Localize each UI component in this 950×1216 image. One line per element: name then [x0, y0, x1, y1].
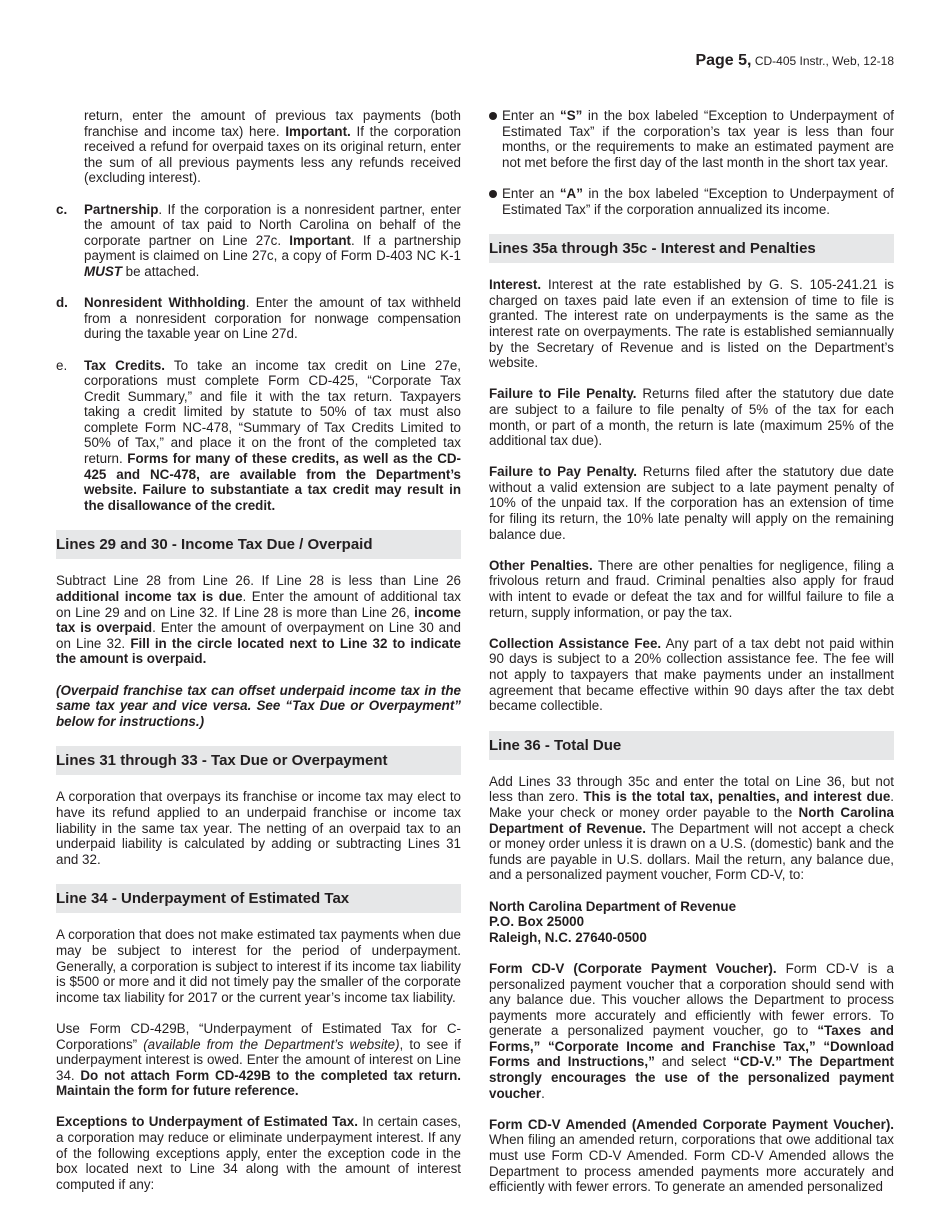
right-column — [489, 108, 894, 1195]
bullet-exception-a: Enter an “A” in the box labeled “Exception to Underpayment of Estimated Tax” if the corporation annualized its income. — [489, 186, 894, 217]
paragraph-failure-to-file: Failure to File Penalty. Returns filed after the statutory due date are subject to a failure to file penalty of 5% of the tax for each month, or part of a month, the return is late (maximum 25% of the additional tax due). — [489, 386, 894, 449]
left-column — [56, 108, 461, 1192]
continued-paragraph: return, enter the amount of previous tax payments (both franchise and income tax) here. Important. If the corporation received a refund for overpaid taxes on its original return, enter the sum of all previous payments less any refunds received (excluding interest). — [84, 108, 461, 186]
item-marker: c. — [56, 201, 68, 217]
section-heading-lines-35a-35c: Lines 35a through 35c - Interest and Penalties — [489, 234, 894, 263]
item-d-nonresident-withholding: d. Nonresident Withholding. Enter the amount of tax withheld from a nonresident corporation for nonwage compensation during the taxable year on Line 27d. — [56, 295, 461, 342]
bullet-exception-s: Enter an “S” in the box labeled “Exception to Underpayment of Estimated Tax” if the corporation’s tax year is less than four months, or the requirements to make an estimated payment are not met before the first day of the last month in the short tax year. — [489, 108, 894, 170]
note-overpaid-franchise: (Overpaid franchise tax can offset underpaid income tax in the same tax year and vice versa. See “Tax Due or Overpayment” below for instructions.) — [56, 682, 461, 729]
paragraph: A corporation that overpays its franchise or income tax may elect to have its refund applied to an underpaid franchise or income tax liability in the same tax year. The netting of an overpaid tax to an underpaid liability is calculated by adding or subtracting Lines 31 and 32. — [56, 789, 461, 867]
paragraph-total-due: Add Lines 33 through 35c and enter the total on Line 36, but not less than zero. This is the total tax, penalties, and interest due. Make your check or money order payable to the North Carolina Department of Revenue. The Department will not accept a check or money order unless it is drawn on a U.S. (domestic) bank and the funds are payable in U.S. dollars. Mail the return, any balance due, and a personalized payment voucher, Form CD-V, to: — [489, 773, 894, 883]
paragraph-failure-to-pay: Failure to Pay Penalty. Returns filed after the statutory due date without a valid extension are subject to a late payment penalty of 10% of the unpaid tax. If the corporation has an extension of time for filing its return, the 10% late penalty will apply on the remaining balance due. — [489, 464, 894, 542]
paragraph-interest: Interest. Interest at the rate established by G. S. 105-241.21 is charged on taxes paid late even if an extension of time to file is granted. The interest rate on underpayments is the same as the interest rate on overpayments. The rate is established semiannually by the Secretary of Revenue and is listed on the Department’s website. — [489, 277, 894, 371]
paragraph-form-cd-v-amended: Form CD-V Amended (Amended Corporate Payment Voucher). When filing an amended return, corporations that owe additional tax must use Form CD-V Amended. Form CD-V Amended allows the Department to process amended payments more accurately and efficiently with fewer errors. To generate an amended personalized — [489, 1116, 894, 1195]
item-marker: d. — [56, 295, 68, 311]
section-heading-line-34: Line 34 - Underpayment of Estimated Tax — [56, 884, 461, 913]
section-heading-lines-31-33: Lines 31 through 33 - Tax Due or Overpayment — [56, 746, 461, 775]
item-e-tax-credits: e. Tax Credits. To take an income tax credit on Line 27e, corporations must complete Form CD-425, “Corporate Tax Credit Summary,” and file it with the tax return. Taxpayers taking a credit limited by statute to 50% of tax must also complete Form NC-478, “Summary of Tax Credits Limited to 50% of Tax,” and place it on the front of the completed tax return. Forms for many of these credits, as well as the CD-425 and NC-478, are available from the Department’s website. Failure to substantiate a tax credit may result in the disallowance of the credit. — [56, 357, 462, 513]
item-c-partnership: c. Partnership. If the corporation is a nonresident partner, enter the amount of tax paid to North Carolina on behalf of the corporate partner on Line 27c. Important. If a partnership payment is claimed on Line 27c, a copy of Form D-403 NC K-1 MUST be attached. — [56, 201, 462, 279]
paragraph-form-cd-v: Form CD-V (Corporate Payment Voucher). Form CD-V is a personalized payment voucher that a corporation should send with any balance due. This voucher allows the Department to process payments more accurately and efficiently with fewer errors. To generate a personalized payment voucher, go to “Taxes and Forms,” “Corporate Income and Franchise Tax,” “Download Forms and Instructions,” and select “CD-V.” The Department strongly encourages the use of the personalized payment voucher. — [489, 960, 894, 1101]
paragraph: Use Form CD-429B, “Underpayment of Estimated Tax for C-Corporations” (available from the Department’s website), to see if underpayment interest is owed. Enter the amount of interest on Line 34. Do not attach Form CD-429B to the completed tax return. Maintain the form for future reference. — [56, 1020, 461, 1099]
bullet-icon — [489, 190, 497, 198]
page-header — [695, 53, 894, 70]
paragraph-other-penalties: Other Penalties. There are other penalties for negligence, filing a frivolous return and fraud. Criminal penalties also apply for fraud with intent to evade or defeat the tax and for willful failure to file a return, supply information, or pay the tax. — [489, 557, 894, 620]
paragraph-collection-fee: Collection Assistance Fee. Any part of a tax debt not paid within 90 days is subject to a 20% collection assistance fee. The fee will not apply to taxpayers that make payments under an installment agreement that became effective within 90 days after the tax debt became collectible. — [489, 635, 894, 714]
page-number: Page 5, — [695, 52, 752, 69]
form-reference: CD-405 Instr., Web, 12-18 — [754, 54, 894, 68]
bullet-icon — [489, 112, 497, 120]
paragraph: Subtract Line 28 from Line 26. If Line 28 is less than Line 26 additional income tax is due. Enter the amount of additional tax on Line 29 and on Line 32. If Line 28 is more than Line 26, income tax is overpaid. Enter the amount of overpayment on Line 30 and on Line 32. Fill in the circle located next to Line 32 to indicate the amount is overpaid. — [56, 573, 462, 667]
mailing-address: North Carolina Department of Revenue P.O. Box 25000 Raleigh, N.C. 27640-0500 — [489, 898, 737, 945]
section-heading-lines-29-30: Lines 29 and 30 - Income Tax Due / Overpaid — [56, 530, 461, 559]
item-marker: e. — [56, 357, 68, 373]
section-heading-line-36: Line 36 - Total Due — [489, 731, 894, 760]
paragraph: A corporation that does not make estimated tax payments when due may be subject to interest for the period of underpayment. Generally, a corporation is subject to interest if its income tax liability is $500 or more and it did not timely pay the smaller of the corporate income tax liability for 2017 or the current year’s income tax liability. — [56, 927, 461, 1005]
paragraph-exceptions: Exceptions to Underpayment of Estimated Tax. In certain cases, a corporation may reduce or eliminate underpayment interest. If any of the following exceptions apply, enter the exception code in the box located next to Line 34 along with the amount of interest computed if any: — [56, 1114, 461, 1192]
